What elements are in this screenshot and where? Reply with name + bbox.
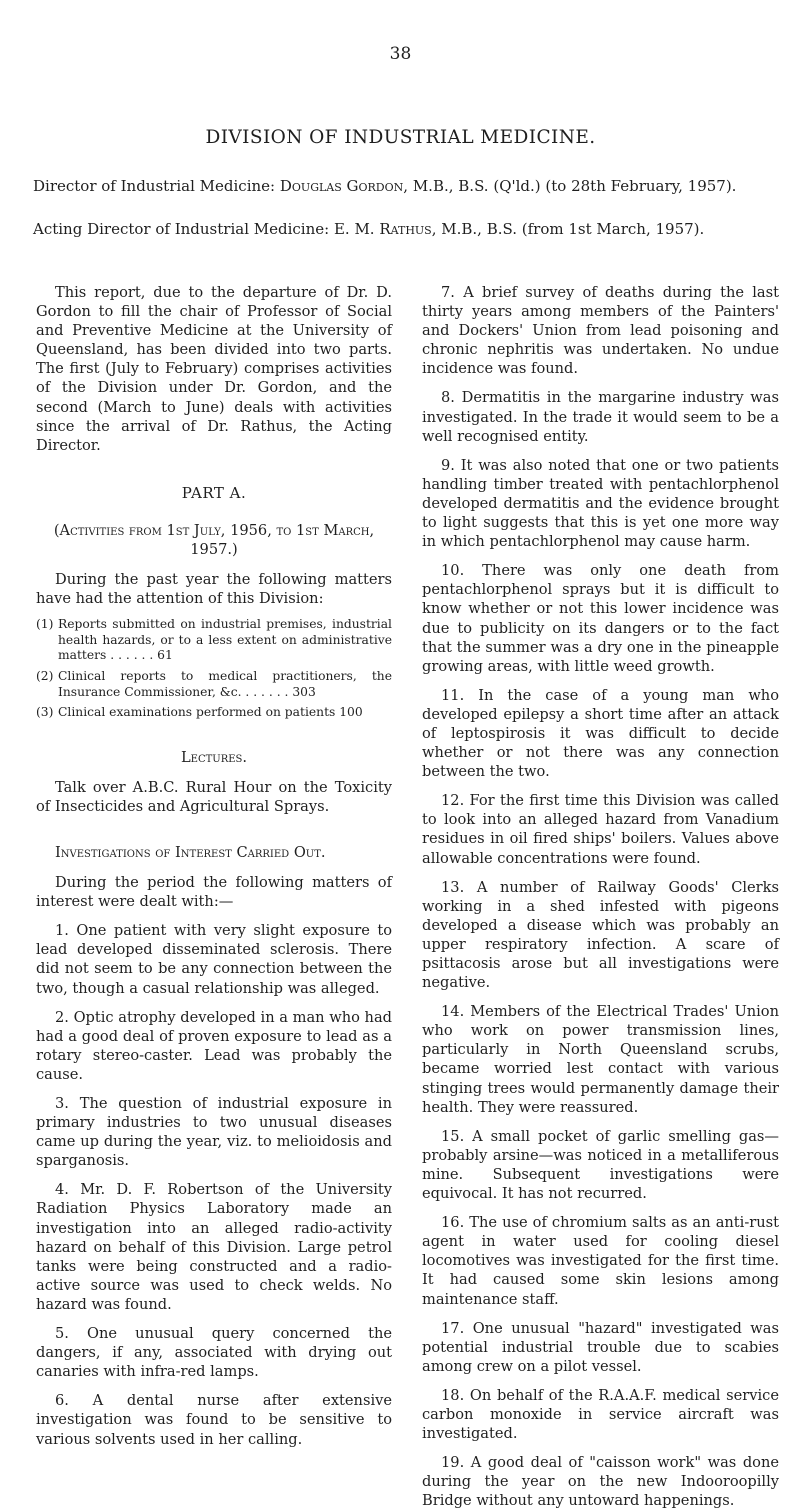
acting-director-credentials: , M.B., B.S. (from 1st March, 1957). [431,220,705,238]
numbered-paragraph: 6. A dental nurse after extensive investigation was found to be sensitive to various solvents used in her calling. [36,1392,392,1448]
lectures-heading: Lectures. [180,748,248,766]
page-title: DIVISION OF INDUSTRIAL MEDICINE. [205,127,596,148]
numbered-paragraph: 7. A brief survey of deaths during the last thirty years among members of the Painters' and Dockers' Union from lead poisoning and chronic nephritis was undertaken. No undue incidence was found. [422,284,779,378]
numbered-paragraph: 17. One unusual "hazard" investigated was potential industrial trouble due to scabies among crew on a pilot vessel. [422,1319,779,1375]
numbered-paragraph: 8. Dermatitis in the margarine industry was investigated. In the trade it would seem to be a well recognised entity. [422,389,779,445]
list-item-number: (2) [36,668,54,683]
numbered-paragraph: 12. For the first time this Division was called to look into an alleged hazard from Vanadium residues in oil fired ships' boilers. Values above allowable concentrations were found. [422,792,779,867]
numbered-paragraph: 9. It was also noted that one or two patients handling timber treated with pentachlorphenol developed dermatitis and the evidence brought to light suggests that this is yet one more way in which pentachlorphenol may cause harm. [422,456,779,551]
investigations-intro: During the period the following matters of interest were dealt with:— [36,874,392,911]
numbered-paragraph: 19. A good deal of "caisson work" was done during the year on the new Indooroopilly Bridge without any untoward happenings. [422,1454,779,1510]
list-item [36,617,392,664]
investigations-heading: Investigations of Interest Carried Out. [55,843,326,861]
activities-period-heading: (Activities from 1st July, 1956, to 1st March, 1957.) [53,521,375,558]
list-item-number: (1) [36,617,54,632]
numbered-paragraph: 11. In the case of a young man who developed epilepsy a short time after an attack of leptospirosis it was difficult to decide whether or not there was any connection between the two. [422,686,779,781]
numbered-paragraph: 10. There was only one death from pentachlorphenol sprays but it is difficult to know whether or not this lower incidence was due to publicity on its dangers or to the fact that the summer was a dry one in the pineapple growing areas, with little weed growth. [422,562,779,675]
numbered-paragraph: 13. A number of Railway Goods' Clerks working in a shed infested with pigeons developed a disease which was probably an upper respiratory infection. A scare of psittacosis arose but all investigations were negative. [422,878,779,992]
numbered-paragraph: 3. The question of industrial exposure in primary industries to two unusual diseases came up during the year, viz. to melioidosis and sparganosis. [36,1095,392,1170]
list-item-text: Clinical examinations performed on patients 100 [58,705,363,720]
numbered-paragraph: 14. Members of the Electrical Trades' Union who work on power transmission lines, particularly in North Queensland scrubs, became worried lest contact with various stinging trees would permanently damage their health. They were reassured. [422,1003,779,1116]
intro-paragraph: This report, due to the departure of Dr. D. Gordon to fill the chair of Professor of Social and Preventive Medicine at the University of Queensland, has been divided into two parts. The first (July to February) comprises activities of the Division under Dr. Gordon, and the second (March to June) deals with activities since the arrival of Dr. Rathus, the Acting Director. [36,284,392,454]
list-item [36,669,392,700]
acting-director-label: Acting Director of Industrial Medicine: E. M. [33,220,380,238]
numbered-paragraph: 1. One patient with very slight exposure to lead developed disseminated sclerosis. There did not seem to be any connection between the two, though a casual relationship was alleged. [36,922,392,997]
director-label: Director of Industrial Medicine: [33,177,280,195]
list-item-number: (3) [36,705,54,720]
numbered-paragraph: 2. Optic atrophy developed in a man who had had a good deal of proven exposure to lead as a rotary stereo-caster. Lead was probably the cause. [36,1008,392,1083]
list-item-text: Clinical reports to medical practitioners, the Insurance Commissioner, &c. . . . . . . 303 [58,668,392,699]
attention-list [36,617,392,721]
page-number: 38 [389,44,412,64]
attention-intro: During the past year the following matters have had the attention of this Division: [36,570,392,608]
numbered-paragraph: 16. The use of chromium salts as an anti-rust agent in water used for cooling diesel locomotives was investigated for the first time. It had caused some skin lesions among maintenance staff. [422,1214,779,1308]
director-credentials: , M.B., B.S. (Q'ld.) (to 28th February, 1957). [403,177,737,195]
numbered-paragraph: 5. One unusual query concerned the dangers, if any, associated with drying out canaries with infra-red lamps. [36,1325,392,1381]
numbered-paragraph: 15. A small pocket of garlic smelling gas—probably arsine—was noticed in a metalliferous mine. Subsequent investigations were equivocal. It has not recurred. [422,1127,779,1203]
lectures-paragraph: Talk over A.B.C. Rural Hour on the Toxicity of Insecticides and Agricultural Sprays. [36,778,392,815]
director-name: Douglas Gordon [279,177,404,195]
right-column [422,283,779,1510]
director-line [33,177,783,195]
left-column [36,283,392,1449]
acting-director-line [33,220,783,238]
numbered-paragraph: 4. Mr. D. F. Robertson of the University Radiation Physics Laboratory made an investigation into an alleged radio-activity hazard on behalf of this Division. Large petrol tanks were being constructed and a radio-active source was used to check welds. No hazard was found. [36,1181,392,1313]
list-item [36,705,392,721]
numbered-paragraph: 18. On behalf of the R.A.A.F. medical service carbon monoxide in service aircraft was investigated. [422,1386,779,1443]
part-a-heading: PART A. [181,483,247,502]
acting-director-name: Rathus [379,220,432,238]
list-item-text: Reports submitted on industrial premises, industrial health hazards, or to a less extent on administrative matters . . . . . . 61 [58,617,392,663]
